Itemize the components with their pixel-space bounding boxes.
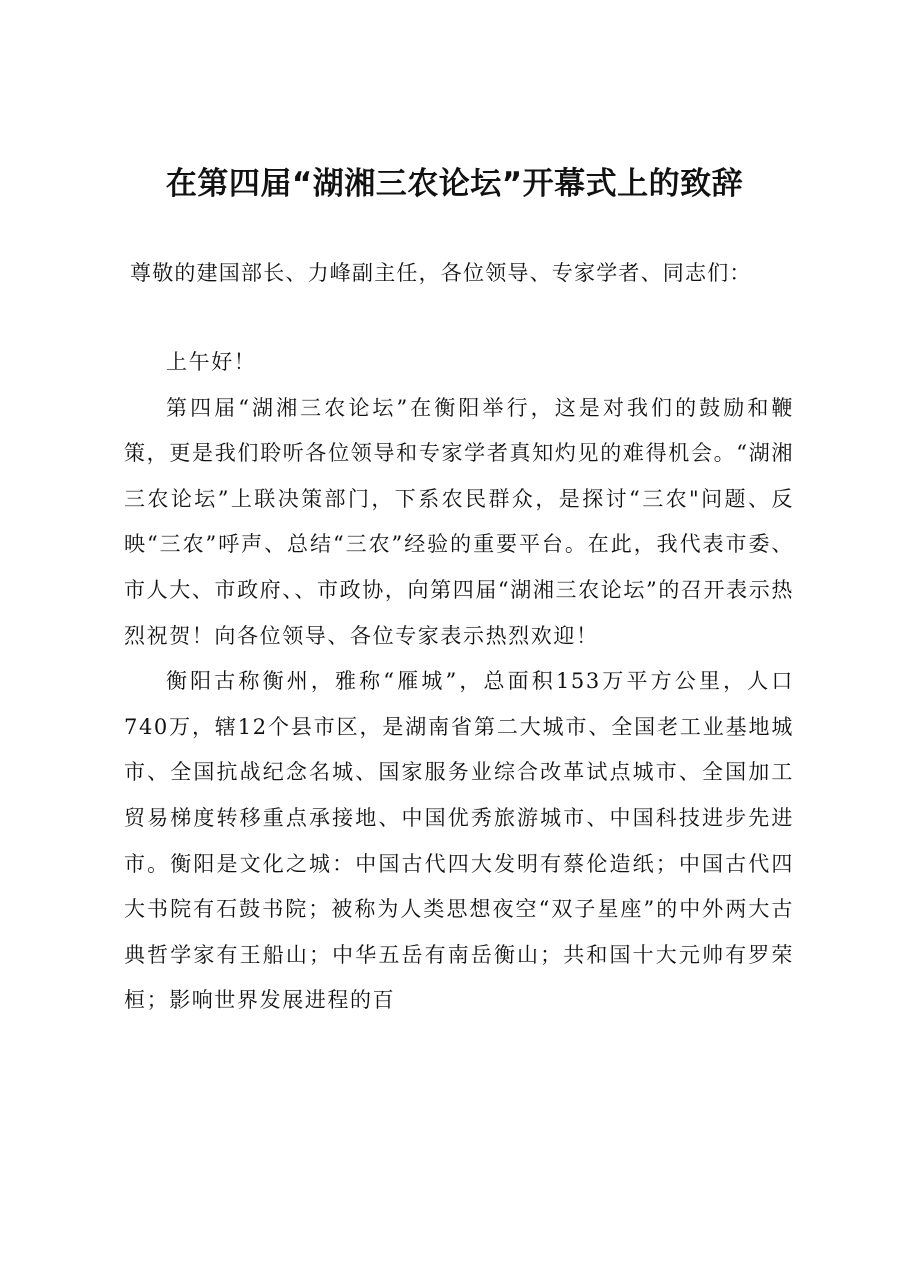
paragraph-opening: 第四届“湖湘三农论坛”在衡阳举行，这是对我们的鼓励和鞭策，更是我们聆听各位领导和专家学者真知灼见的难得机会。“湖湘三农论坛”上联决策部门，下系农民群众，是探讨“三农"问题、反映“三农”呼声、总结“三农”经验的重要平台。在此，我代表市委、市人大、市政府、、市政协，向第四届“湖湘三农论坛”的召开表示热烈祝贺！向各位领导、各位专家表示热烈欢迎！ — [124, 395, 794, 648]
document-body — [124, 340, 794, 1024]
salutation: 尊敬的建国部长、力峰副主任，各位领导、专家学者、同志们： — [130, 261, 752, 285]
paragraph-city-intro: 衡阳古称衡州，雅称“雁城”，总面积153万平方公里，人口740万，辖12个县市区，是湖南省第二大城市、全国老工业基地城市、全国抗战纪念名城、国家服务业综合改革试点城市、全国加工贸易梯度转移重点承接地、中国优秀旅游城市、中国科技进步先进市。衡阳是文化之城：中国古代四大发明有蔡伦造纸；中国古代四大书院有石鼓书院；被称为人类思想夜空“双子星座”的中外两大古典哲学家有王船山；中华五岳有南岳衡山；共和国十大元帅有罗荣桓；影响世界发展进程的百 — [124, 669, 794, 1013]
document-title: 在第四届“湖湘三农论坛”开幕式上的致辞 — [165, 166, 744, 202]
paragraph-greeting: 上午好！ — [166, 350, 257, 374]
